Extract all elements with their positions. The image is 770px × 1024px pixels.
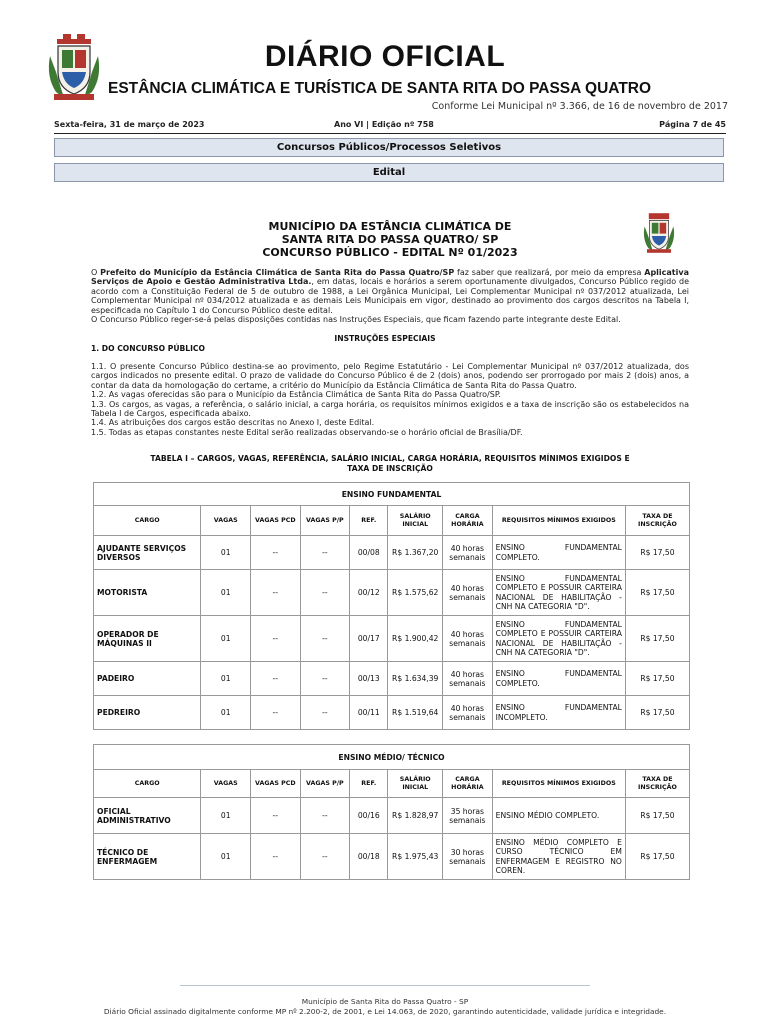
intro-text: , em datas, locais e horários a serem oportunamente divulgados, Concurso Público regido de acordo com a Constituição Federal de 5 de outubro de 1988, a Lei Orgânica Municipal, Lei Complementar Municipal nº 037/2012 atualizada, Lei Complementar Municipal nº 034/2012 atualizada e as demais Leis Municipais em vigor, destinado ao provimento dos cargos descritos na Tabela I, especificada no Capítulo 1 do Concurso Público deste edital. <box>91 277 690 315</box>
table-row <box>94 834 690 880</box>
column-header: REQUISITOS MÍNIMOS EXIGIDOS <box>492 770 625 798</box>
table-ensino-medio <box>93 744 690 880</box>
taxa-cell: R$ 17,50 <box>625 616 689 662</box>
requisitos-cell: ENSINO FUNDAMENTAL COMPLETO. <box>492 536 625 570</box>
ref-cell: 00/16 <box>350 798 388 834</box>
table-title: ENSINO FUNDAMENTAL <box>94 483 690 506</box>
vagas-pcd-cell: -- <box>251 616 301 662</box>
carga-cell: 40 horas semanais <box>443 662 493 696</box>
column-header: SALÁRIO INICIAL <box>388 506 443 536</box>
intro-paragraph <box>91 268 689 324</box>
column-header: REF. <box>350 506 388 536</box>
chapter-item: 1.1. O presente Concurso Público destina-se ao provimento, pelo Regime Estatutário - Lei Complementar Municipal nº 037/2012 atualizada, dos cargos indicados no presente edital. O prazo de validade do Concurso Público é de 2 (dois) anos, podendo ser prorrogado por mais 2 (dois) anos, a contar da data da homologação do certame, a critério do Município da Estância Climática de Santa Rita do Passa Quatro. <box>91 362 689 390</box>
vagas-pp-cell: -- <box>300 616 350 662</box>
column-header: TAXA DE INSCRIÇÃO <box>625 506 689 536</box>
salario-cell: R$ 1.575,62 <box>388 570 443 616</box>
edital-title-line: CONCURSO PÚBLICO - EDITAL Nº 01/2023 <box>262 246 518 259</box>
footer-signature-note: Diário Oficial assinado digitalmente conforme MP nº 2.200-2, de 2001, e Lei 14.063, de 2020, garantindo autenticidade, validade jurídica e integridade. <box>103 1007 667 1016</box>
table-title: ENSINO MÉDIO/ TÉCNICO <box>94 745 690 770</box>
column-header: REQUISITOS MÍNIMOS EXIGIDOS <box>492 506 625 536</box>
cargo-cell: PEDREIRO <box>94 696 201 730</box>
table-row <box>94 696 690 730</box>
subsection-band: Edital <box>54 163 724 182</box>
ref-cell: 00/13 <box>350 662 388 696</box>
vagas-pcd-cell: -- <box>251 570 301 616</box>
table-row <box>94 616 690 662</box>
column-header: VAGAS P/P <box>300 770 350 798</box>
cargo-cell: OFICIAL ADMINISTRATIVO <box>94 798 201 834</box>
ref-cell: 00/18 <box>350 834 388 880</box>
salario-cell: R$ 1.519,64 <box>388 696 443 730</box>
cargo-cell: AJUDANTE SERVIÇOS DIVERSOS <box>94 536 201 570</box>
column-header: VAGAS P/P <box>300 506 350 536</box>
vagas-pp-cell: -- <box>300 798 350 834</box>
taxa-cell: R$ 17,50 <box>625 662 689 696</box>
taxa-cell: R$ 17,50 <box>625 834 689 880</box>
page-title: DIÁRIO OFICIAL <box>264 40 506 73</box>
requisitos-cell: ENSINO MÉDIO COMPLETO. <box>492 798 625 834</box>
vagas-cell: 01 <box>201 570 251 616</box>
chapter-item: 1.2. As vagas oferecidas são para o Município da Estância Climática de Santa Rita do Passa Quatro/SP. <box>91 390 501 400</box>
salario-cell: R$ 1.828,97 <box>388 798 443 834</box>
column-header: CARGA HORÁRIA <box>443 506 493 536</box>
column-header: VAGAS PCD <box>251 506 301 536</box>
table-row <box>94 662 690 696</box>
ref-cell: 00/12 <box>350 570 388 616</box>
municipality-subtitle: ESTÂNCIA CLIMÁTICA E TURÍSTICA DE SANTA RITA DO PASSA QUATRO <box>108 80 652 97</box>
carga-cell: 40 horas semanais <box>443 536 493 570</box>
taxa-cell: R$ 17,50 <box>625 696 689 730</box>
cargo-cell: OPERADOR DE MÁQUINAS II <box>94 616 201 662</box>
chapter-heading: 1. DO CONCURSO PÚBLICO <box>91 344 205 353</box>
carga-cell: 40 horas semanais <box>443 616 493 662</box>
table-caption-line: TABELA I – CARGOS, VAGAS, REFERÊNCIA, SALÁRIO INICIAL, CARGA HORÁRIA, REQUISITOS MÍNIMOS EXIGIDOS E <box>150 454 630 463</box>
cargo-cell: MOTORISTA <box>94 570 201 616</box>
intro-company: Aplicativa Serviços de Apoio e Gestão Administrativa Ltda. <box>91 268 689 287</box>
taxa-cell: R$ 17,50 <box>625 570 689 616</box>
edital-title <box>180 220 600 259</box>
cargo-cell: TÉCNICO DE ENFERMAGEM <box>94 834 201 880</box>
vagas-cell: 01 <box>201 536 251 570</box>
carga-cell: 40 horas semanais <box>443 570 493 616</box>
chapter-items <box>91 362 689 437</box>
intro-mayor: Prefeito do Município da Estância Climática de Santa Rita do Passa Quatro/SP <box>100 268 455 277</box>
edital-title-line: SANTA RITA DO PASSA QUATRO/ SP <box>281 233 499 246</box>
vagas-cell: 01 <box>201 616 251 662</box>
vagas-cell: 01 <box>201 662 251 696</box>
table-row <box>94 570 690 616</box>
municipal-crest-small-icon <box>640 212 678 254</box>
ref-cell: 00/08 <box>350 536 388 570</box>
edition-date: Sexta-feira, 31 de março de 2023 <box>54 120 205 129</box>
intro-text: faz saber que realizará, por meio da empresa <box>454 268 645 277</box>
vagas-pp-cell: -- <box>300 662 350 696</box>
chapter-item: 1.3. Os cargos, as vagas, a referência, o salário inicial, a carga horária, os requisitos mínimos exigidos e a taxa de inscrição são os estabelecidos na Tabela I de Cargos, especificada abaixo. <box>91 399 689 419</box>
page-number: Página 7 de 45 <box>659 120 726 129</box>
chapter-item: 1.5. Todas as etapas constantes neste Edital serão realizadas observando-se o horário oficial de Brasília/DF. <box>91 427 523 437</box>
edition-bar <box>54 116 726 134</box>
section-band: Concursos Públicos/Processos Seletivos <box>54 138 724 157</box>
footer-divider <box>180 985 590 986</box>
carga-cell: 35 horas semanais <box>443 798 493 834</box>
edital-title-line: MUNICÍPIO DA ESTÂNCIA CLIMÁTICA DE <box>268 220 512 233</box>
requisitos-cell: ENSINO FUNDAMENTAL COMPLETO E POSSUIR CARTEIRA NACIONAL DE HABILITAÇÃO - CNH NA CATEGORIA "D". <box>492 616 625 662</box>
vagas-pp-cell: -- <box>300 834 350 880</box>
salario-cell: R$ 1.975,43 <box>388 834 443 880</box>
column-header: TAXA DE INSCRIÇÃO <box>625 770 689 798</box>
salario-cell: R$ 1.634,39 <box>388 662 443 696</box>
law-reference: Conforme Lei Municipal nº 3.366, de 16 de novembro de 2017 <box>431 101 728 112</box>
taxa-cell: R$ 17,50 <box>625 536 689 570</box>
column-header: CARGA HORÁRIA <box>443 770 493 798</box>
vagas-cell: 01 <box>201 696 251 730</box>
intro-text: O <box>91 268 101 277</box>
vagas-pcd-cell: -- <box>251 662 301 696</box>
vagas-pp-cell: -- <box>300 536 350 570</box>
instructions-heading: INSTRUÇÕES ESPECIAIS <box>334 334 436 343</box>
column-header: CARGO <box>94 770 201 798</box>
requisitos-cell: ENSINO FUNDAMENTAL INCOMPLETO. <box>492 696 625 730</box>
table-caption <box>91 454 689 473</box>
carga-cell: 30 horas semanais <box>443 834 493 880</box>
table-caption-line: TAXA DE INSCRIÇÃO <box>347 463 433 473</box>
table-row <box>94 798 690 834</box>
requisitos-cell: ENSINO MÉDIO COMPLETO E CURSO TÉCNICO EM ENFERMAGEM E REGISTRO NO COREN. <box>492 834 625 880</box>
edition-number: Ano VI | Edição nº 758 <box>334 120 434 129</box>
table-row <box>94 536 690 570</box>
column-header: VAGAS <box>201 506 251 536</box>
vagas-pcd-cell: -- <box>251 798 301 834</box>
requisitos-cell: ENSINO FUNDAMENTAL COMPLETO E POSSUIR CARTEIRA NACIONAL DE HABILITAÇÃO - CNH NA CATEGORIA "D". <box>492 570 625 616</box>
vagas-cell: 01 <box>201 798 251 834</box>
ref-cell: 00/11 <box>350 696 388 730</box>
intro-text: O Concurso Público reger-se-á pelas disposições contidas nas Instruções Especiais, que ficam fazendo parte integrante deste Edital. <box>91 315 621 325</box>
cargo-cell: PADEIRO <box>94 662 201 696</box>
carga-cell: 40 horas semanais <box>443 696 493 730</box>
column-header: SALÁRIO INICIAL <box>388 770 443 798</box>
footer-municipality: Município de Santa Rita do Passa Quatro - SP <box>301 997 469 1006</box>
salario-cell: R$ 1.367,20 <box>388 536 443 570</box>
taxa-cell: R$ 17,50 <box>625 798 689 834</box>
vagas-pcd-cell: -- <box>251 696 301 730</box>
column-header: VAGAS <box>201 770 251 798</box>
column-header: VAGAS PCD <box>251 770 301 798</box>
chapter-item: 1.4. As atribuições dos cargos estão descritas no Anexo I, deste Edital. <box>91 418 375 428</box>
ref-cell: 00/17 <box>350 616 388 662</box>
vagas-pp-cell: -- <box>300 570 350 616</box>
vagas-cell: 01 <box>201 834 251 880</box>
requisitos-cell: ENSINO FUNDAMENTAL COMPLETO. <box>492 662 625 696</box>
column-header: REF. <box>350 770 388 798</box>
vagas-pcd-cell: -- <box>251 536 301 570</box>
vagas-pcd-cell: -- <box>251 834 301 880</box>
column-header: CARGO <box>94 506 201 536</box>
table-ensino-fundamental <box>93 482 690 730</box>
salario-cell: R$ 1.900,42 <box>388 616 443 662</box>
vagas-pp-cell: -- <box>300 696 350 730</box>
